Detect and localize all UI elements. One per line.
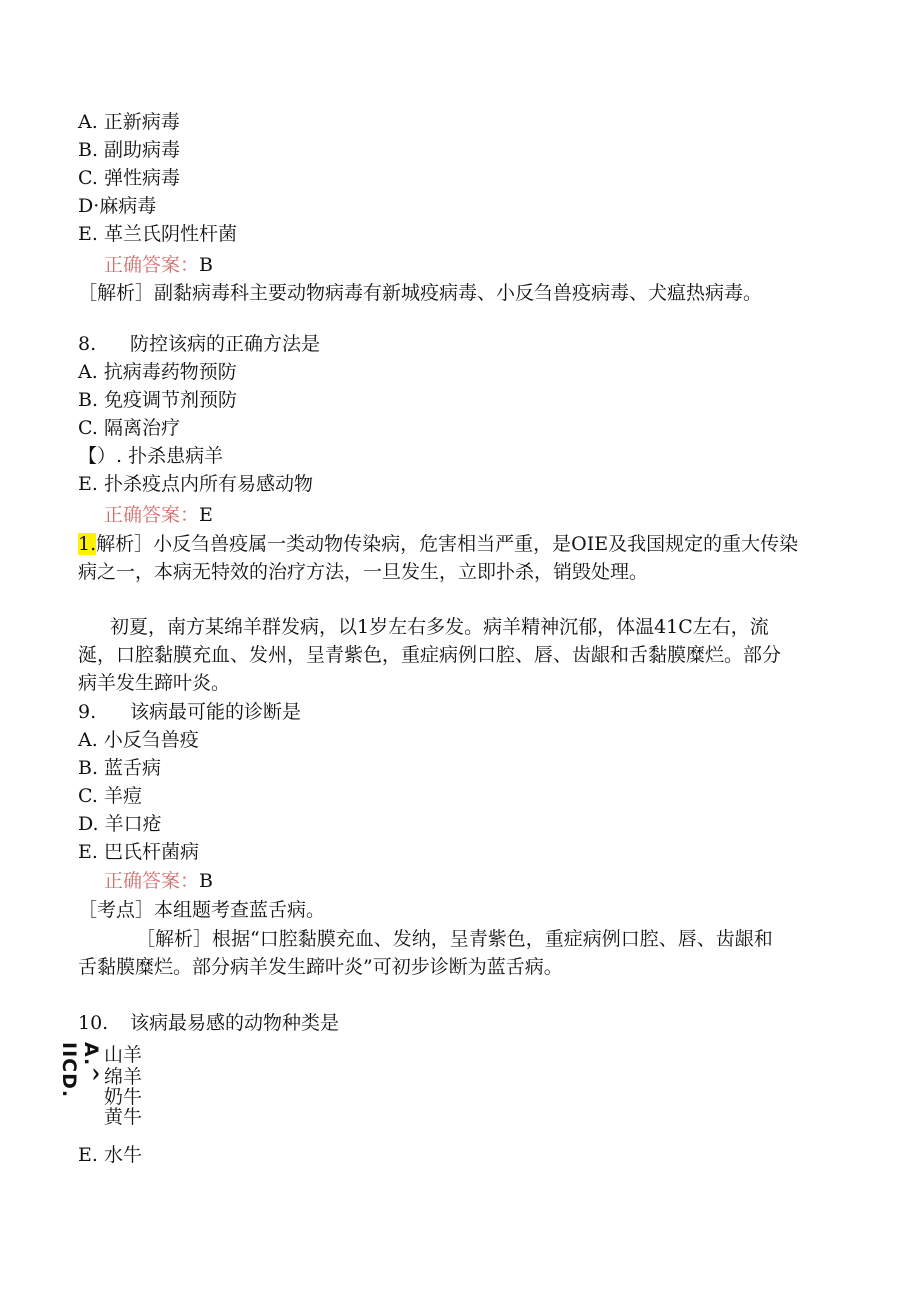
- answer-label: 正确答案：: [104, 254, 200, 276]
- question-number: 8.: [78, 333, 97, 355]
- q9-option-b: B. 蓝舌病: [78, 757, 162, 779]
- case-line-2: 涎，口腔黏膜充血、发州，呈青紫色，重症病例口腔、唇、齿龈和舌黏膜糜烂。部分: [78, 644, 782, 666]
- q10-sub-option-1: 山羊: [104, 1044, 143, 1066]
- question-text: 该病最可能的诊断是: [130, 701, 302, 723]
- q9-option-d: D. 羊口疮: [78, 813, 162, 835]
- q7-answer: [104, 252, 213, 278]
- q7-option-e: E. 革兰氏阴性杆菌: [78, 223, 237, 245]
- q9-question: [78, 699, 301, 725]
- q10-question: [78, 1010, 339, 1036]
- q7-option-a: A. 正新病毒: [78, 111, 180, 133]
- q10-rotated-letters: [58, 1042, 102, 1124]
- q7-option-c: C. 弹性病毒: [78, 167, 180, 189]
- q8-option-e: E. 扑杀疫点内所有易感动物: [78, 473, 313, 495]
- question-text: 防控该病的正确方法是: [130, 333, 321, 355]
- q9-analysis-line-2: 舌黏膜糜烂。部分病羊发生蹄叶炎”可初步诊断为蓝舌病。: [78, 956, 563, 978]
- q8-question: [78, 331, 320, 357]
- q9-option-c: C. 羊痘: [78, 785, 142, 807]
- q9-analysis-line-1: ［解析］根据“口腔黏膜充血、发纳，呈青紫色，重症病例口腔、唇、齿龈和: [136, 928, 773, 950]
- q9-option-a: A. 小反刍兽疫: [78, 729, 199, 751]
- q9-point: ［考点］本组题考查蓝舌病。: [78, 899, 326, 921]
- answer-value: B: [199, 254, 213, 276]
- question-number: 9.: [78, 701, 97, 723]
- rotated-option-letters: A.^ IICD.: [58, 1042, 102, 1099]
- q10-sub-option-4: 黄牛: [104, 1106, 143, 1128]
- answer-value: B: [199, 870, 213, 892]
- answer-label: 正确答案：: [104, 870, 200, 892]
- case-line-3: 病羊发生蹄叶炎。: [78, 672, 231, 694]
- highlight-marker: 1.: [78, 533, 97, 555]
- answer-value: E: [199, 504, 213, 526]
- q9-answer: [104, 868, 213, 894]
- case-line-1: 初夏，南方某绵羊群发病，以1岁左右多发。病羊精神沉郁，体温41C左右，流: [110, 616, 769, 638]
- q10-sub-option-2: 绵羊: [104, 1066, 143, 1088]
- q7-analysis: ［解析］副黏病毒科主要动物病毒有新城疫病毒、小反刍兽疫病毒、犬瘟热病毒。: [78, 282, 763, 304]
- q8-option-b: B. 免疫调节剂预防: [78, 389, 238, 411]
- q8-answer: [104, 502, 213, 528]
- q10-sub-option-3: 奶牛: [104, 1086, 143, 1108]
- q8-option-d: 【）. 扑杀患病羊: [78, 445, 224, 467]
- q10-option-e: E. 水牛: [78, 1144, 142, 1166]
- question-number: 10.: [78, 1012, 109, 1034]
- question-text: 该病最易感的动物种类是: [130, 1012, 340, 1034]
- q9-option-e: E. 巴氏杆菌病: [78, 841, 199, 863]
- q7-option-d: D·麻病毒: [78, 195, 157, 217]
- q8-analysis-line-2: 病之一，本病无特效的治疗方法，一旦发生，立即扑杀，销毁处理。: [78, 561, 649, 583]
- q7-option-b: B. 副助病毒: [78, 139, 181, 161]
- answer-label: 正确答案：: [104, 504, 200, 526]
- q8-analysis-line-1: [78, 531, 798, 557]
- q8-option-a: A. 抗病毒药物预防: [78, 361, 237, 383]
- q8-option-c: C. 隔离治疗: [78, 417, 180, 439]
- analysis-text: 解析］小反刍兽疫属一类动物传染病，危害相当严重，是OIE及我国规定的重大传染: [96, 533, 799, 555]
